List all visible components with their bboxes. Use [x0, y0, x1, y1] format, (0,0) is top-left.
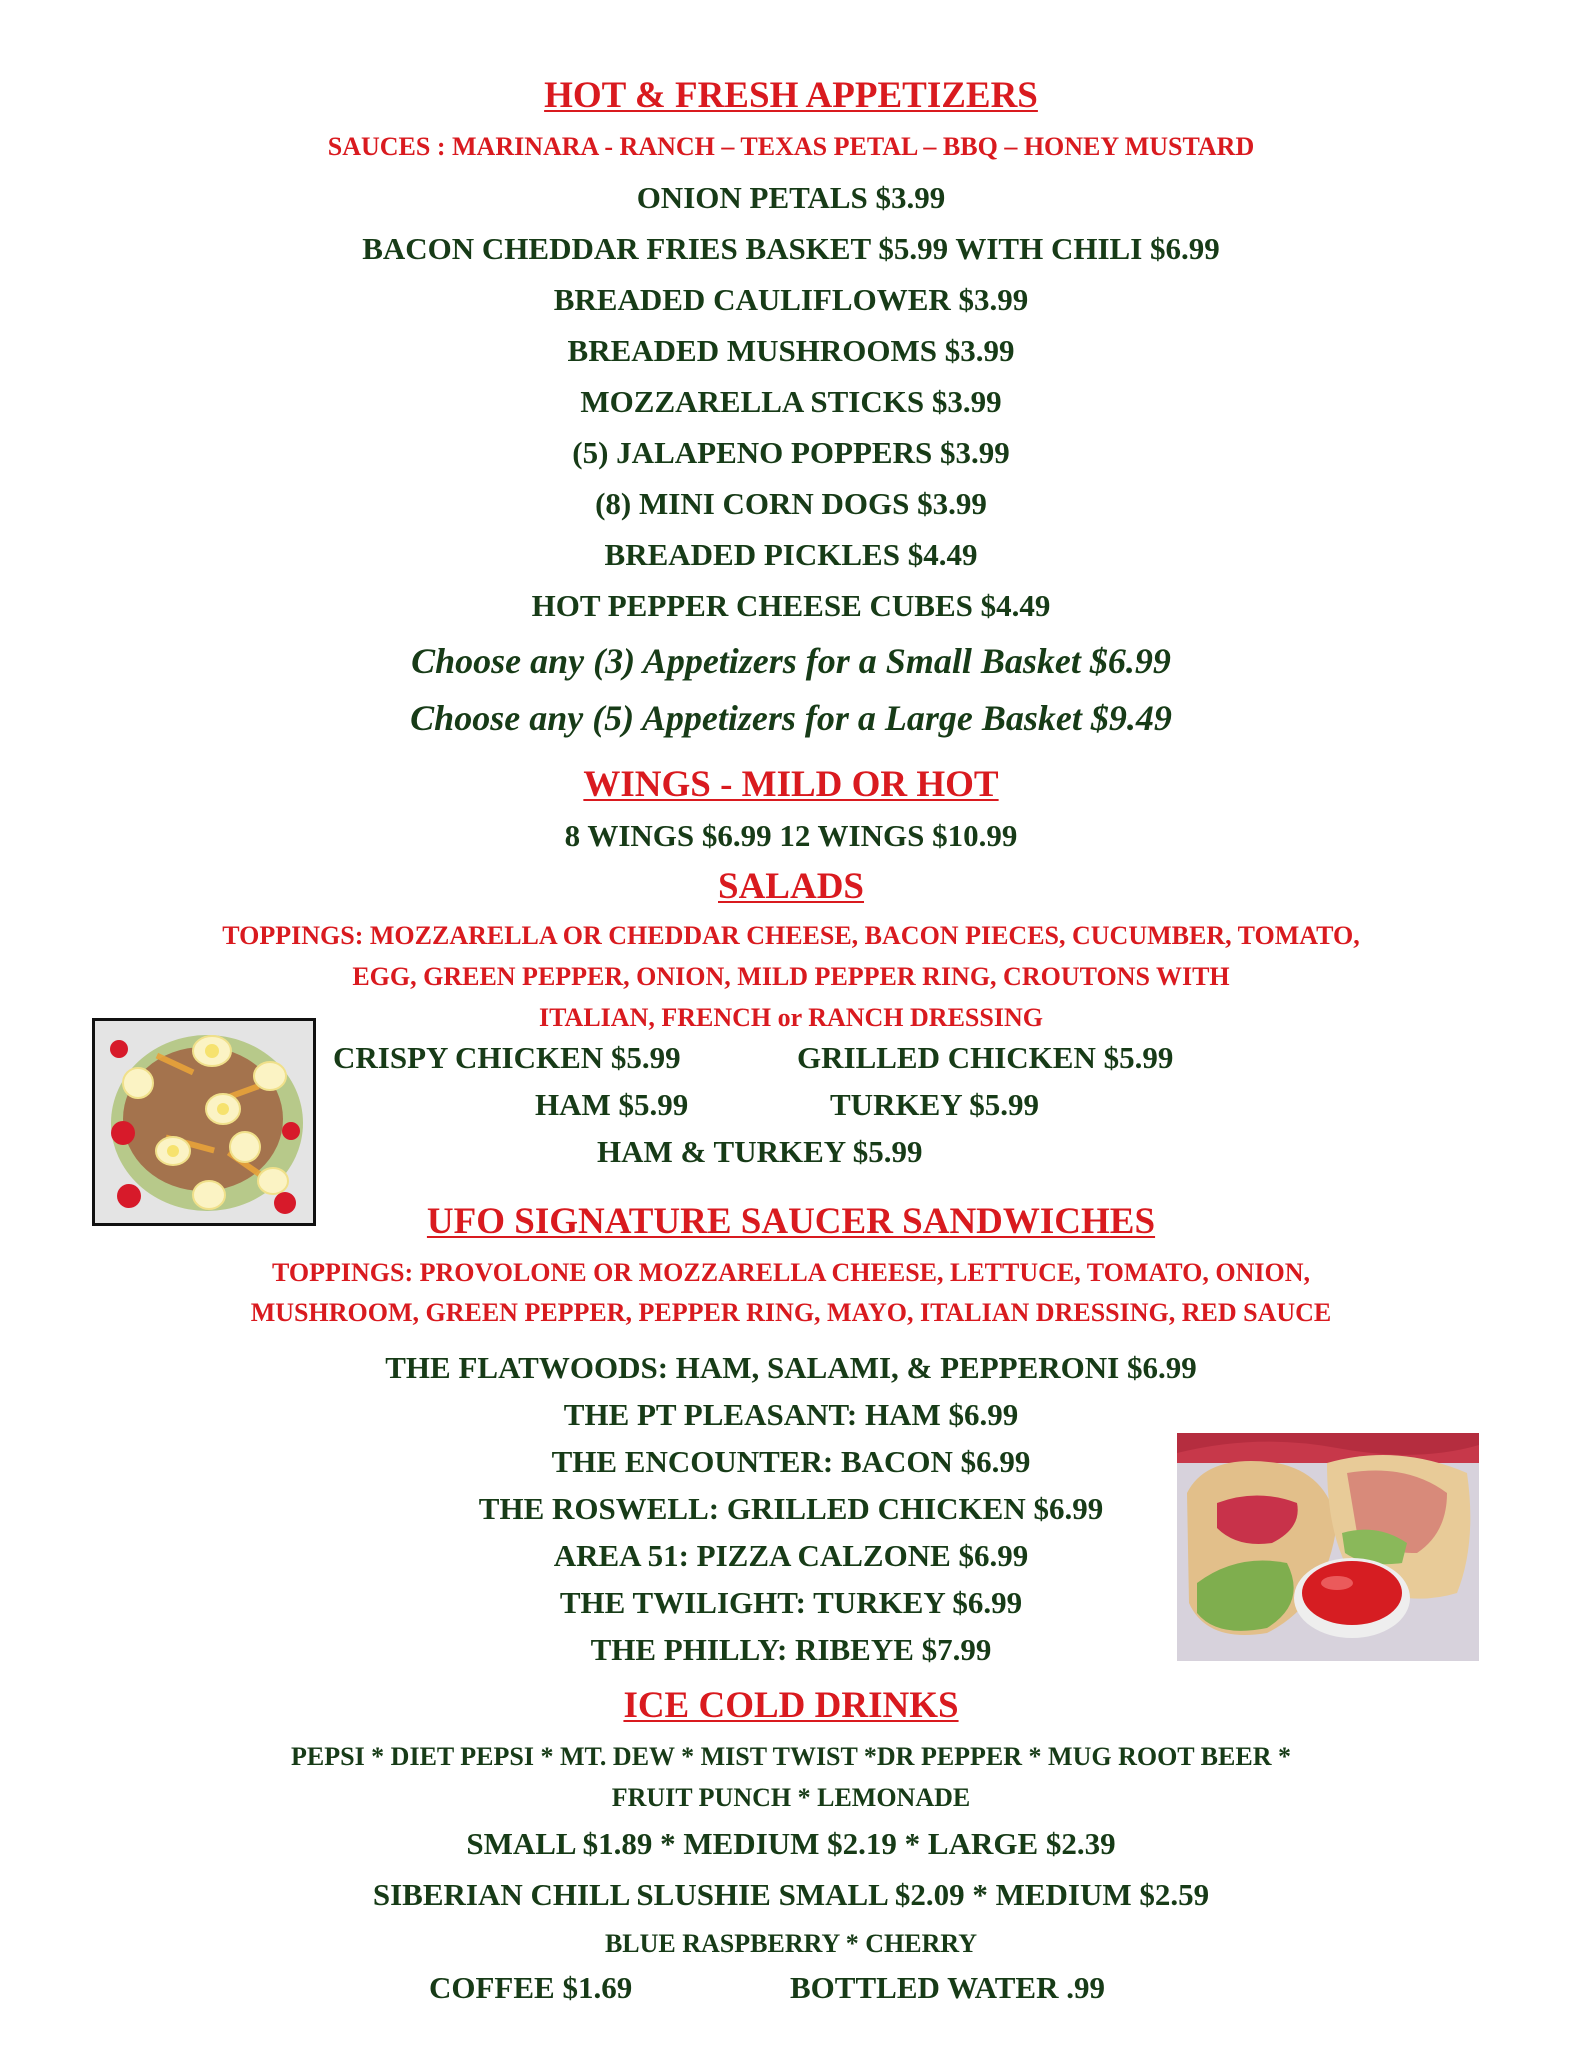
salad-ham-turkey: HAM & TURKEY $5.99: [597, 1134, 923, 1169]
coffee-price: COFFEE $1.69: [429, 1970, 633, 2005]
salad-turkey: TURKEY $5.99: [830, 1087, 1039, 1122]
appetizer-item: ONION PETALS $3.99: [636, 180, 946, 215]
sandwich-item: THE FLATWOODS: HAM, SALAMI, & PEPPERONI $6.99: [385, 1350, 1197, 1385]
slushie-prices: SIBERIAN CHILL SLUSHIE SMALL $2.09 * MEDIUM $2.59: [372, 1877, 1210, 1912]
sandwich-item: THE PHILLY: RIBEYE $7.99: [590, 1632, 992, 1667]
sandwiches-title: UFO SIGNATURE SAUCER SANDWICHES: [426, 1201, 1156, 1242]
sandwich-toppings-line: MUSHROOM, GREEN PEPPER, PEPPER RING, MAYO, ITALIAN DRESSING, RED SAUCE: [250, 1298, 1332, 1327]
drinks-title: ICE COLD DRINKS: [623, 1685, 959, 1726]
small-basket-offer: Choose any (3) Appetizers for a Small Basket $6.99: [411, 641, 1171, 681]
drink-sizes: SMALL $1.89 * MEDIUM $2.19 * LARGE $2.39: [466, 1826, 1116, 1861]
sandwich-image: [1177, 1433, 1479, 1661]
bottled-water-price: BOTTLED WATER .99: [790, 1970, 1105, 2005]
sandwich-item: THE ENCOUNTER: BACON $6.99: [551, 1444, 1031, 1479]
salads-title: SALADS: [718, 866, 864, 907]
appetizer-item: MOZZARELLA STICKS $3.99: [580, 384, 1002, 419]
sandwich-item: THE PT PLEASANT: HAM $6.99: [563, 1397, 1019, 1432]
appetizer-item: BREADED PICKLES $4.49: [604, 537, 978, 572]
appetizer-item: (5) JALAPENO POPPERS $3.99: [572, 435, 1010, 470]
sandwich-toppings-line: TOPPINGS: PROVOLONE OR MOZZARELLA CHEESE, LETTUCE, TOMATO, ONION,: [272, 1258, 1310, 1287]
salad-grilled-chicken: GRILLED CHICKEN $5.99: [797, 1040, 1174, 1075]
salad-toppings-line: TOPPINGS: MOZZARELLA OR CHEDDAR CHEESE, BACON PIECES, CUCUMBER, TOMATO,: [222, 921, 1360, 950]
drinks-list-line: PEPSI * DIET PEPSI * MT. DEW * MIST TWIST *DR PEPPER * MUG ROOT BEER *: [291, 1742, 1291, 1771]
sandwich-item: THE TWILIGHT: TURKEY $6.99: [559, 1585, 1023, 1620]
sandwich-item: THE ROSWELL: GRILLED CHICKEN $6.99: [478, 1491, 1104, 1526]
salad-photo: [92, 1018, 316, 1226]
appetizer-item: (8) MINI CORN DOGS $3.99: [595, 486, 987, 521]
appetizers-title: HOT & FRESH APPETIZERS: [544, 75, 1038, 116]
sauces-line: SAUCES : MARINARA - RANCH – TEXAS PETAL – BBQ – HONEY MUSTARD: [327, 132, 1255, 161]
salad-toppings-line: EGG, GREEN PEPPER, ONION, MILD PEPPER RING, CROUTONS WITH: [352, 962, 1230, 991]
appetizer-item: BREADED CAULIFLOWER $3.99: [553, 282, 1029, 317]
wings-prices: 8 WINGS $6.99 12 WINGS $10.99: [564, 818, 1018, 853]
salad-toppings-line: ITALIAN, FRENCH or RANCH DRESSING: [539, 1003, 1043, 1032]
drinks-list-line: FRUIT PUNCH * LEMONADE: [611, 1783, 971, 1812]
slushie-flavors: BLUE RASPBERRY * CHERRY: [604, 1929, 978, 1958]
large-basket-offer: Choose any (5) Appetizers for a Large Basket $9.49: [410, 698, 1172, 738]
wings-title: WINGS - MILD OR HOT: [583, 764, 999, 805]
salad-image: [95, 1021, 313, 1223]
appetizer-item: HOT PEPPER CHEESE CUBES $4.49: [531, 588, 1051, 623]
salad-ham: HAM $5.99: [535, 1087, 689, 1122]
salad-crispy-chicken: CRISPY CHICKEN $5.99: [333, 1040, 681, 1075]
sandwich-item: AREA 51: PIZZA CALZONE $6.99: [553, 1538, 1029, 1573]
appetizer-item: BREADED MUSHROOMS $3.99: [567, 333, 1015, 368]
appetizer-item: BACON CHEDDAR FRIES BASKET $5.99 WITH CHILI $6.99: [362, 231, 1220, 266]
sandwich-photo: [1177, 1433, 1479, 1661]
